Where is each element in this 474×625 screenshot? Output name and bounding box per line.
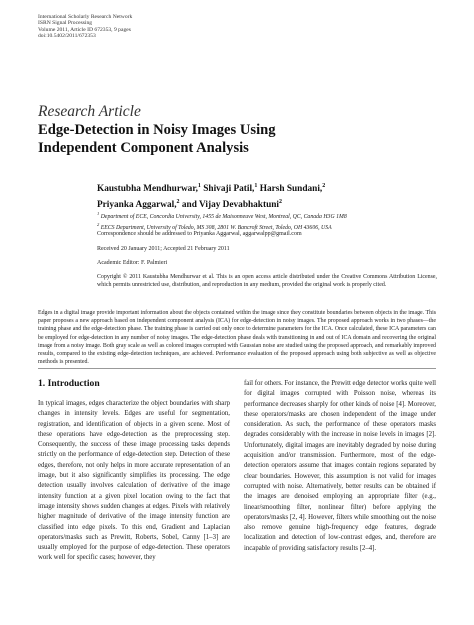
journal-name: ISRN Signal Processing	[38, 20, 93, 27]
correspondence-note: Correspondence should be addressed to Priyanka Aggarwal, aggarwalpp@gmail.com	[97, 231, 302, 237]
journal-doi: doi:10.5402/2011/672353	[38, 33, 96, 40]
section-divider	[38, 368, 436, 369]
affiliation-mark: 1	[197, 183, 201, 189]
copyright-notice: Copyright © 2011 Kaustubha Mendhurwar et al. This is an open access article distributed under the Creative Commons Attribution License, which permits unrestricted use, distribution, and reproduction in any medium, provided the original work is properly cited.	[97, 274, 437, 289]
section-heading: 1. Introduction	[38, 378, 100, 389]
affiliation-mark: 2	[176, 198, 180, 205]
academic-editor: Academic Editor: F. Palmieri	[97, 260, 168, 266]
author-name: Shivaji Patil,	[200, 184, 255, 195]
abstract: Edges in a digital image provide important information about the objects contained within the image since they constitute boundaries between objects in the image. This paper proposes a new approach based on independent component analysis (ICA) for edge-detection in noisy images. The proposed approach works in two phases—the training phase and the edge-detection phase. The training phase is carried out only once to determine parameters for the ICA. Once calculated, these ICA parameters can be employed for edge-detection in any number of noisy images. The edge-detection phase deals with transitioning in and out of ICA domain and recovering the original image from a noisy image. Both gray scale as well as colored images corrupted with Gaussian noise are studied using the proposed approach, and remarkably improved results, compared to the existing edge-detection techniques, are achieved. Performance evaluation of the proposed approach using both subjective as well as objective methods is presented.	[38, 310, 436, 366]
title-line: Independent Component Analysis	[38, 139, 249, 156]
journal-info	[38, 14, 132, 40]
journal-volume: Volume 2011, Article ID 672353, 9 pages	[38, 26, 131, 33]
paper-title	[38, 122, 276, 157]
affiliation-list	[97, 210, 347, 232]
affiliation-mark: 2	[97, 221, 100, 227]
author-name: Kaustubha Mendhurwar,	[97, 184, 198, 195]
affiliation-mark: 2	[279, 198, 283, 205]
title-line: Edge-Detection in Noisy Images Using	[38, 122, 276, 138]
affiliation-mark: 1	[97, 211, 100, 216]
author-name: and Vijay Devabhaktuni	[179, 199, 280, 210]
intro-right-column: fail for others. For instance, the Prewitt edge detector works quite well for digital images corrupted with Poisson noise, whereas its performance decreases sharply for other kinds of noise [4]. Moreover, these operators/masks are chosen independent of the image under consideration. As such, the performance of these operators masks degrades considerably with the increase in noise levels in images [2]. Unfortunately, digital images are inevitably degraded by noise during acquisition and/or transmission. Furthermore, most of the edge-detection operators assume that images contain regions separated by clear boundaries. However, this assumption is not valid for images corrupted with noise. Alternatively, better results can be obtained if the images are denoised employing an appropriate filter (e.g., linear/smoothing filter, nonlinear filter) before applying the operators/masks [2, 4]. However, filters while smoothing out the noise also remove genuine high-frequency edge features, degrade localization and detection of low-contrast edges, and, therefore are incapable of providing satisfactory results [2–4].	[244, 380, 436, 552]
affiliation	[97, 210, 347, 221]
received-accepted-dates: Received 20 January 2011; Accepted 21 February 2011	[97, 246, 230, 252]
article-type: Research Article	[38, 103, 141, 120]
author-name: Harsh Sundani,	[257, 184, 323, 195]
intro-left-column: In typical images, edges characterize the object boundaries with sharp changes in intensity levels. Edges are useful for segmentation, registration, and identification of objects in a given scene. Most of these operations have edge-detection as the preprocessing step. Consequently, the success of these image processing tasks depends strictly on the performance of edge-detection step. Detection of these edges, therefore, not only helps in more accurate representation of an image, but it also significantly simplifies its processing. The edge detection usually involves calculation of derivative of the image intensity function at a given pixel location owing to the fact that image intensity shows sudden changes at edges. Pixels with relatively higher magnitude of derivative of the image intensity function are classified into edge pixels. To this end, Gradient and Laplacian operators/masks such as Prewitt, Roberts, Sobel, Canny [1–3] are usually employed for the purpose of edge-detection. These operators work well for specific cases; however, they	[38, 400, 230, 562]
author-line	[97, 180, 325, 196]
author-line	[97, 196, 325, 212]
author-name: Priyanka Aggarwal,	[97, 199, 177, 210]
affiliation-text: Department of ECE, Concordia University, 1455 de Maisonneuve West, Montreal, QC, Canada H3G 1M8	[99, 213, 347, 220]
journal-network: International Scholarly Research Network	[38, 14, 133, 20]
affiliation-mark: 1	[254, 183, 258, 189]
affiliation-mark: 2	[322, 183, 326, 189]
affiliation-text: EECS Department, University of Toledo, MS 308, 2801 W. Bancroft Street, Toledo, OH 43606, USA	[99, 224, 332, 231]
author-list	[97, 180, 325, 211]
